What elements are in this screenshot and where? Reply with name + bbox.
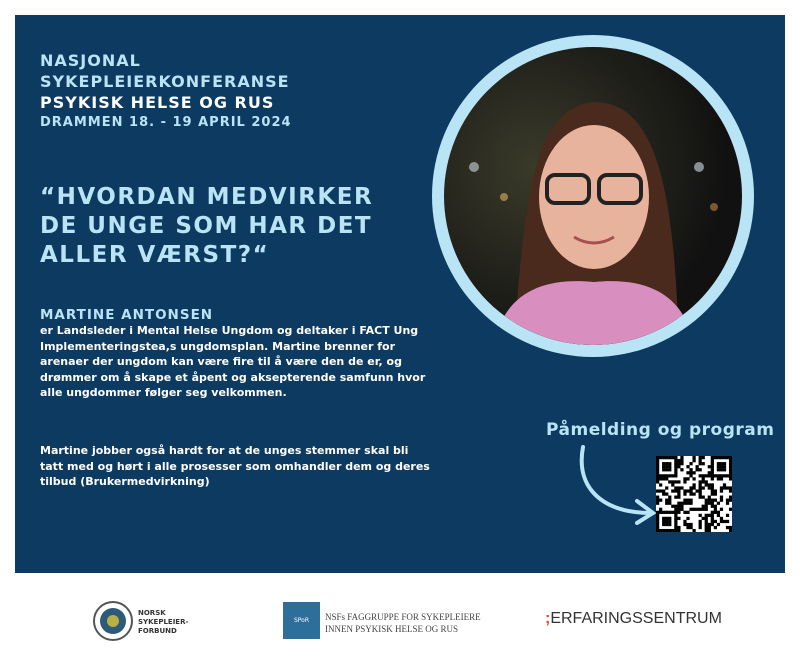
sponsor-logos: [0, 580, 800, 671]
registration-label: Påmelding og program: [546, 420, 775, 440]
qr-code-icon[interactable]: [656, 456, 732, 532]
conference-date: DRAMMEN 18. - 19 APRIL 2024: [40, 115, 292, 130]
speaker-bio: er Landsleder i Mental Helse Ungdom og deltaker i FACT Ung Implementeringstea,s ungdomsplan. Martine brenner for arenaer der ungdom kan være fire til å være den de er, og drømmer om å skape et åpent og aksepterende samfunn hvor alle ungdommer følger seg velkommen.: [40, 324, 426, 399]
speaker-photo: [432, 35, 754, 357]
poster: [15, 15, 785, 573]
conference-theme: PSYKISK HELSE OG RUS: [40, 93, 275, 112]
arrow-icon: [575, 445, 660, 525]
speaker-bio-2: Martine jobber også hardt for at de unges stemmer skal bli tatt med og hørt i alle prosesser som omhandler dem og deres tilbud (Brukermedvirkning): [40, 444, 430, 488]
erfaringssentrum-logo: ;ERFARINGSSENTRUM: [545, 610, 722, 627]
nsf-logo-text: NORSK SYKEPLEIER- FORBUND: [138, 609, 189, 635]
nsf-logo-icon: [92, 600, 134, 642]
conference-title: NASJONAL SYKEPLEIERKONFERANSE: [40, 51, 290, 91]
talk-title: “HVORDAN MEDVIRKER DE UNGE SOM HAR DET ALLER VÆRST?“: [40, 184, 374, 268]
speaker-name: MARTINE ANTONSEN: [40, 307, 214, 323]
spor-logo-icon: SPoR: [283, 602, 320, 639]
faggruppe-logo-text: NSFs FAGGRUPPE FOR SYKEPLEIERE INNEN PSYKISK HELSE OG RUS: [325, 612, 481, 634]
semicolon-icon: ;: [545, 610, 551, 627]
